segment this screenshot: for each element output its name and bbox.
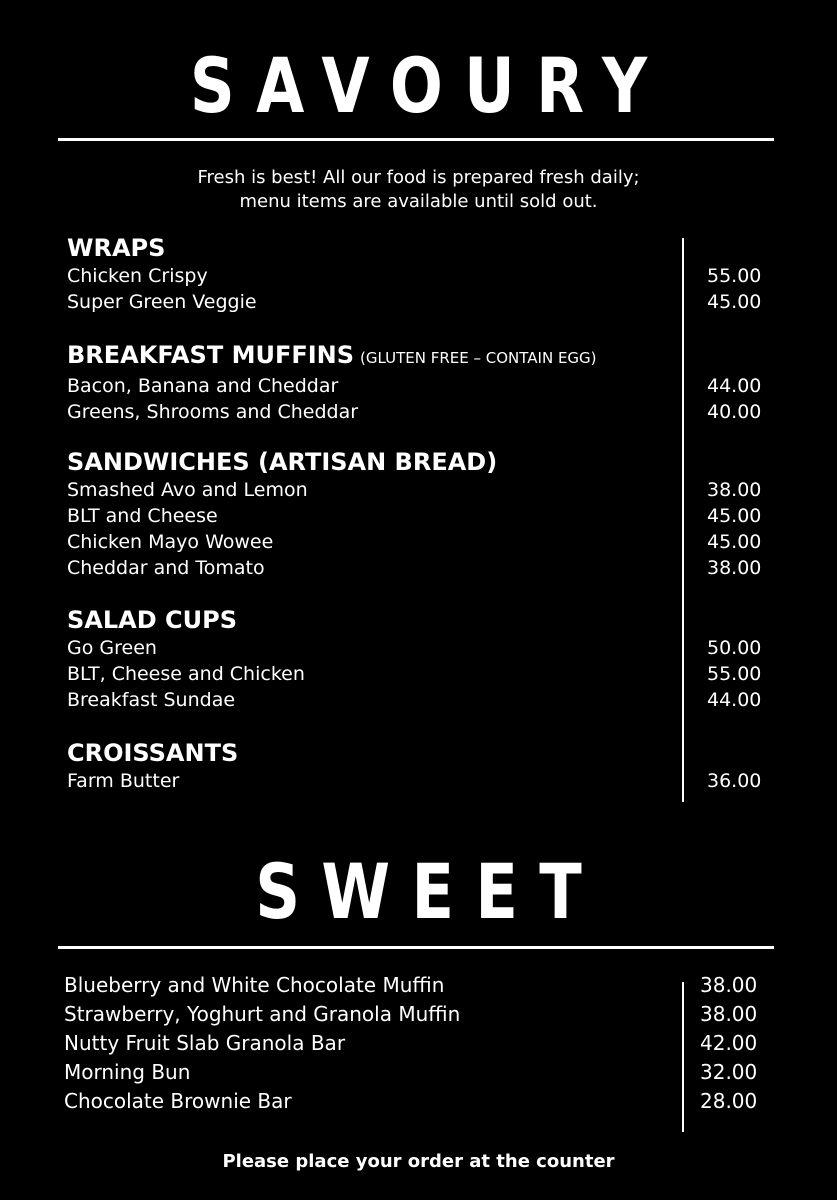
item-price: 28.00	[700, 1089, 758, 1113]
intro-line-1: Fresh is best! All our food is prepared fresh daily;	[197, 167, 640, 188]
item-price: 45.00	[707, 505, 762, 527]
item-price: 38.00	[700, 973, 758, 997]
sweet-title: SWEET	[255, 847, 604, 936]
item-price: 45.00	[707, 291, 762, 313]
savoury-title: SAVOURY	[189, 41, 669, 130]
item-name: Cheddar and Tomato	[67, 557, 265, 579]
section-croissants	[67, 738, 767, 794]
item-price: 38.00	[707, 557, 762, 579]
intro-line-2: menu items are available until sold out.	[239, 191, 598, 212]
item-price: 45.00	[707, 531, 762, 553]
item-price: 40.00	[707, 401, 762, 423]
item-name: BLT and Cheese	[67, 505, 218, 527]
item-name: Morning Bun	[64, 1060, 191, 1084]
footer-note: Please place your order at the counter	[222, 1151, 615, 1172]
menu-item	[67, 373, 767, 399]
item-price: 50.00	[707, 637, 762, 659]
item-price: 44.00	[707, 375, 762, 397]
menu-item	[64, 1000, 764, 1029]
section-note: (GLUTEN FREE – CONTAIN EGG)	[360, 349, 597, 367]
section-heading: SANDWICHES (ARTISAN BREAD)	[67, 448, 498, 476]
item-name: Chocolate Brownie Bar	[64, 1089, 292, 1113]
section-wraps	[67, 233, 767, 315]
section-sandwiches	[67, 447, 767, 581]
section-heading: BREAKFAST MUFFINS	[67, 341, 355, 369]
menu-item	[67, 263, 767, 289]
menu-item	[67, 768, 767, 794]
menu-item	[67, 399, 767, 425]
menu-item	[64, 971, 764, 1000]
item-name: Chicken Mayo Wowee	[67, 531, 274, 553]
menu-item	[64, 1029, 764, 1058]
item-price: 55.00	[707, 265, 762, 287]
item-price: 38.00	[700, 1002, 758, 1026]
menu-item	[67, 503, 767, 529]
section-breakfast-muffins	[67, 340, 767, 425]
item-name: Farm Butter	[67, 770, 180, 792]
menu-item	[64, 1058, 764, 1087]
section-heading: CROISSANTS	[67, 739, 239, 767]
item-price: 36.00	[707, 770, 762, 792]
menu-item	[67, 635, 767, 661]
item-name: Breakfast Sundae	[67, 689, 236, 711]
item-price: 42.00	[700, 1031, 758, 1055]
item-name: Chicken Crispy	[67, 265, 208, 287]
menu-item	[67, 555, 767, 581]
section-heading-row	[67, 340, 767, 373]
section-salad-cups	[67, 605, 767, 713]
menu-item	[67, 529, 767, 555]
item-name: Bacon, Banana and Cheddar	[67, 375, 339, 397]
item-name: Nutty Fruit Slab Granola Bar	[64, 1031, 346, 1055]
item-price: 44.00	[707, 689, 762, 711]
item-price: 32.00	[700, 1060, 758, 1084]
menu-item	[67, 661, 767, 687]
divider	[58, 946, 774, 949]
item-name: BLT, Cheese and Chicken	[67, 663, 305, 685]
divider	[58, 138, 774, 141]
menu-item	[67, 477, 767, 503]
intro-text	[0, 166, 837, 214]
item-name: Super Green Veggie	[67, 291, 257, 313]
menu-item	[67, 289, 767, 315]
item-price: 38.00	[707, 479, 762, 501]
sweet-list	[64, 971, 764, 1116]
section-heading: WRAPS	[67, 234, 166, 262]
menu-item	[64, 1087, 764, 1116]
item-name: Go Green	[67, 637, 157, 659]
item-name: Smashed Avo and Lemon	[67, 479, 308, 501]
section-heading: SALAD CUPS	[67, 606, 237, 634]
item-name: Strawberry, Yoghurt and Granola Muffin	[64, 1002, 461, 1026]
item-name: Blueberry and White Chocolate Muffin	[64, 973, 445, 997]
menu-item	[67, 687, 767, 713]
item-name: Greens, Shrooms and Cheddar	[67, 401, 359, 423]
item-price: 55.00	[707, 663, 762, 685]
